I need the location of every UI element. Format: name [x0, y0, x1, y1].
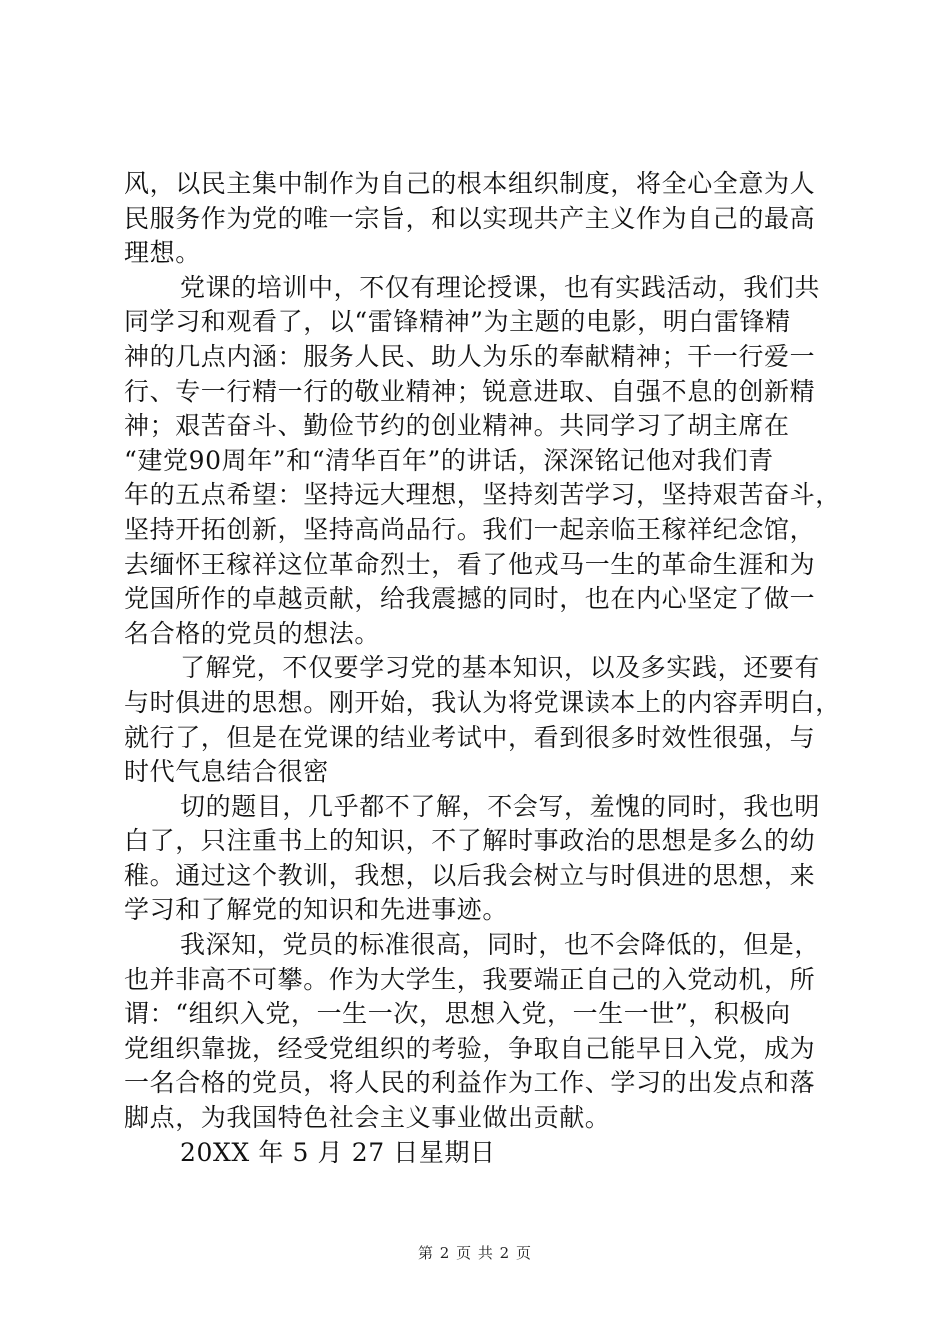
text-line: 谓：“组织入党，一生一次，思想入党，一生一世”，积极向 — [124, 999, 791, 1029]
text-line: 时代气息结合很密 — [124, 757, 329, 787]
date-line: 20XX 年 5 月 27 日星期日 — [180, 1137, 496, 1167]
document-body — [124, 167, 844, 1170]
text-line: 稚。通过这个教训，我想，以后我会树立与时俱进的思想，来 — [124, 860, 816, 890]
text-line: 行、专一行精一行的敬业精神；锐意进取、自强不息的创新精 — [124, 376, 816, 406]
text-line: 理想。 — [124, 238, 201, 268]
text-line: 学习和了解党的知识和先进事迹。 — [124, 895, 509, 925]
text-line: 白了，只注重书上的知识，不了解时事政治的思想是多么的幼 — [124, 826, 816, 856]
text-line: 与时俱进的思想。刚开始，我认为将党课读本上的内容弄明白， — [124, 687, 841, 717]
text-line: 脚点，为我国特色社会主义事业做出贡献。 — [124, 1103, 611, 1133]
text-line: 党国所作的卓越贡献，给我震撼的同时，也在内心坚定了做一 — [124, 584, 816, 614]
paragraph-start-line: 党课的培训中，不仅有理论授课，也有实践活动，我们共 — [180, 272, 821, 302]
paragraph-start-line: 了解党，不仅要学习党的基本知识，以及多实践，还要有 — [180, 653, 821, 683]
text-line: 神的几点内涵：服务人民、助人为乐的奉献精神；干一行爱一 — [124, 341, 816, 371]
text-line: 一名合格的党员，将人民的利益作为工作、学习的出发点和落 — [124, 1068, 816, 1098]
text-line: 就行了，但是在党课的结业考试中，看到很多时效性很强，与 — [124, 722, 816, 752]
text-line: “建党90周年”和“清华百年”的讲话，深深铭记他对我们青 — [124, 445, 774, 475]
text-line: 年的五点希望：坚持远大理想，坚持刻苦学习，坚持艰苦奋斗， — [124, 480, 841, 510]
text-line: 也并非高不可攀。作为大学生，我要端正自己的入党动机，所 — [124, 964, 816, 994]
paragraph-start-line: 切的题目，几乎都不了解，不会写，羞愧的同时，我也明 — [180, 791, 821, 821]
paragraph-start-line: 我深知，党员的标准很高，同时，也不会降低的，但是， — [180, 930, 821, 960]
text-line: 党组织靠拢，经受党组织的考验，争取自己能早日入党，成为 — [124, 1033, 816, 1063]
page-number-footer: 第 2 页 共 2 页 — [418, 1244, 532, 1262]
text-line: 同学习和观看了，以“雷锋精神”为主题的电影，明白雷锋精 — [124, 307, 791, 337]
text-line: 神；艰苦奋斗、勤俭节约的创业精神。共同学习了胡主席在 — [124, 411, 790, 441]
text-line: 民服务作为党的唯一宗旨，和以实现共产主义作为自己的最高 — [124, 203, 816, 233]
text-line: 名合格的党员的想法。 — [124, 618, 381, 648]
text-line: 风，以民主集中制作为自己的根本组织制度，将全心全意为人 — [124, 169, 816, 198]
text-line: 坚持开拓创新，坚持高尚品行。我们一起亲临王稼祥纪念馆， — [124, 514, 816, 544]
text-line: 去缅怀王稼祥这位革命烈士，看了他戎马一生的革命生涯和为 — [124, 549, 816, 579]
